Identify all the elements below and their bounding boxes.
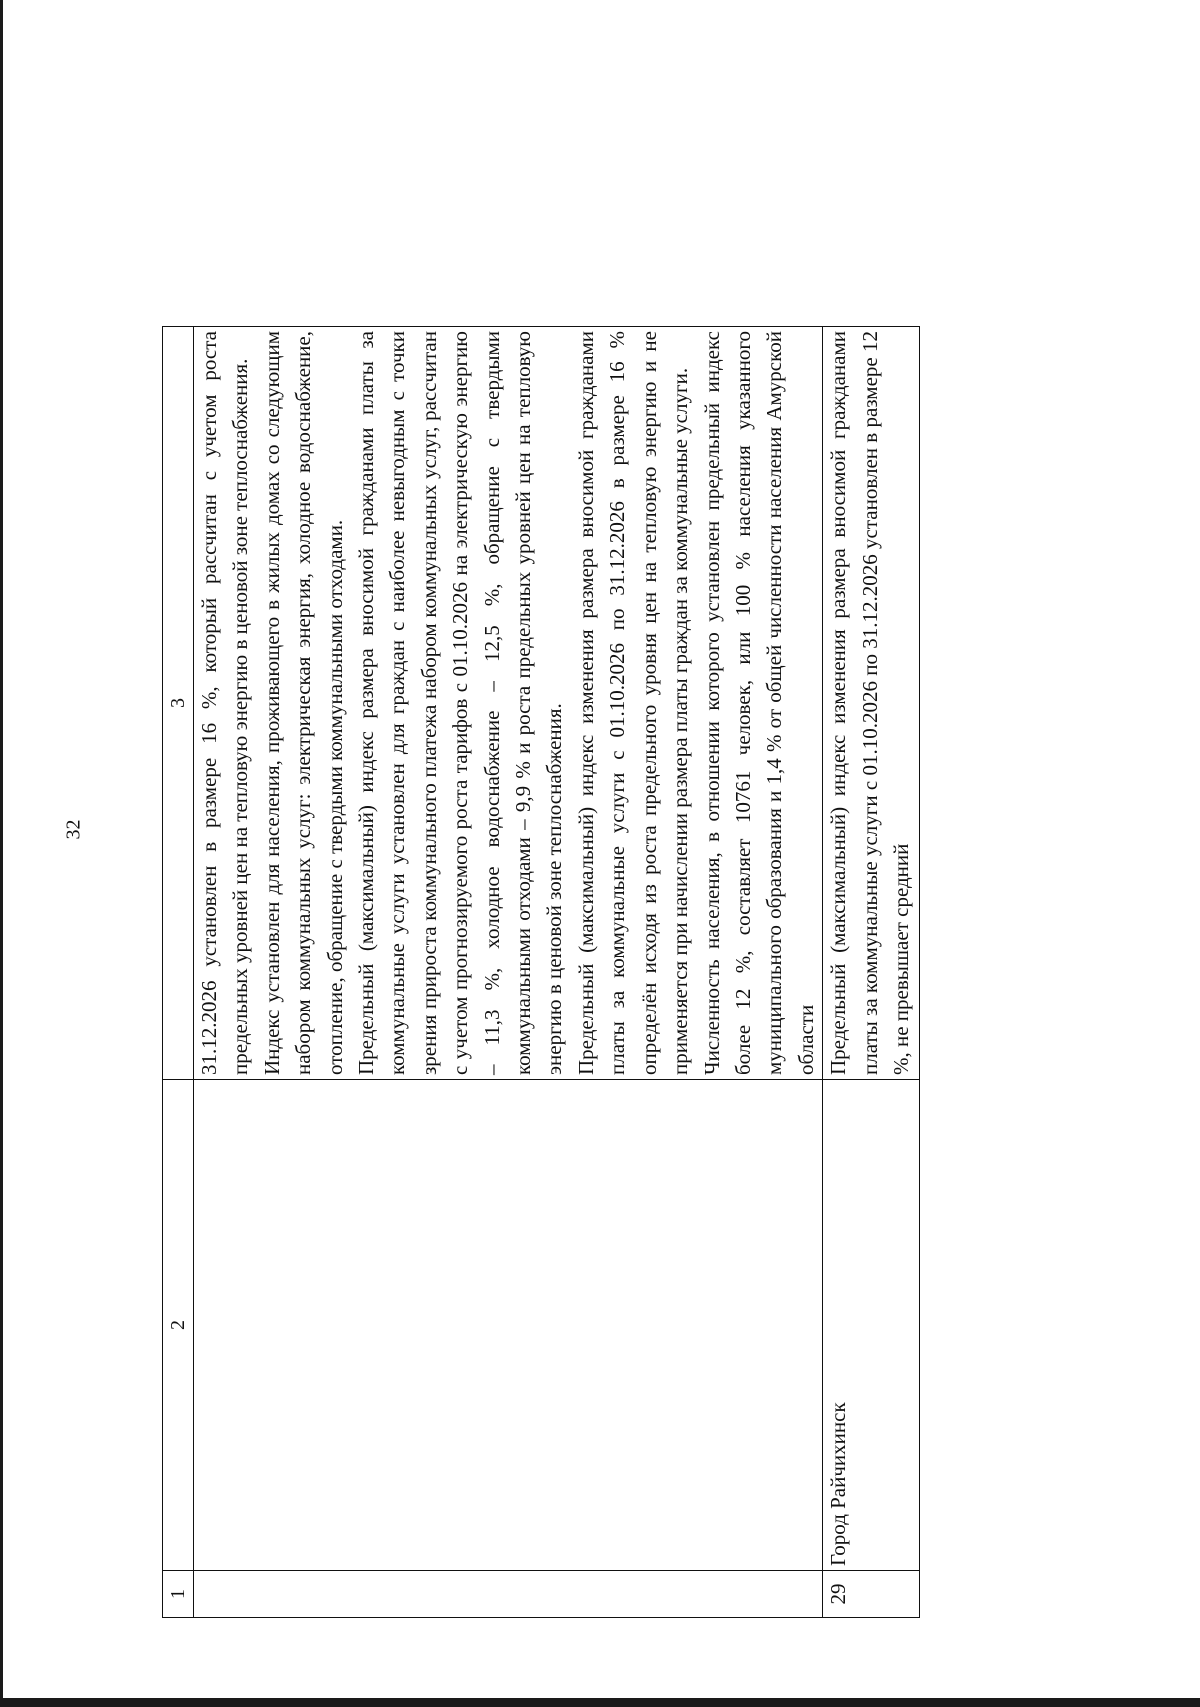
tariff-index-table [162,326,920,1618]
paragraph: Предельный (максимальный) индекс изменения размера вносимой гражданами платы за коммунальные услуги с 01.10.2026 по 31.12.2026 в размере 16 % определён исходя из роста предельного уровня цен на тепловую энергию и не применяется при начислении размера платы граждан за коммунальные услуги. [573,331,693,1075]
table-row [194,327,823,1618]
table-header-row [163,327,194,1618]
municipality-cell [194,1080,823,1571]
row-number-cell [194,1571,823,1618]
header-cell-2: 2 [163,1080,194,1571]
page-number: 32 [62,819,85,840]
header-cell-1: 1 [163,1571,194,1618]
scan-bottom-border [0,1698,1200,1707]
description-cell [194,327,823,1080]
scan-left-border [0,0,3,1707]
municipality-cell: Город Райчихинск [823,1080,920,1571]
description-cell [823,327,920,1080]
paragraph: Численность населения, в отношении которого установлен предельный индекс более 12 %, составляет 10761 человек, или 100 % населения указанного муниципального образования и 1,4 % от общей численности населения Амурской области [699,331,818,1075]
paragraph: Предельный (максимальный) индекс изменения размера вносимой гражданами платы за коммунальные услуги с 01.10.2026 по 31.12.2026 установлен в размере 12 %, не превышает средний [826,331,913,1075]
paragraph: Индекс установлен для населения, проживающего в жилых домах со следующим набором коммунальных услуг: электрическая энергия, холодное водоснабжение, отопление, обращение с твердыми коммунальными отходами. [259,331,347,1075]
row-number-cell: 29 [823,1571,920,1618]
rotated-table-wrapper [162,330,1062,1618]
header-cell-3: 3 [163,327,194,1080]
table-row [823,327,920,1618]
paragraph: 31.12.2026 установлен в размере 16 %, который рассчитан с учетом роста предельных уровней цен на тепловую энергию в ценовой зоне теплоснабжения. [197,331,253,1075]
paragraph: Предельный (максимальный) индекс размера вносимой гражданами платы за коммунальные услуги установлен для граждан с наиболее невыгодным с точки зрения прироста коммунального платежа набором коммунальных услуг, рассчитан с учетом прогнозируемого роста тарифов с 01.10.2026 на электрическую энергию – 11,3 %, холодное водоснабжение – 12,5 %, обращение с твердыми коммунальными отходами – 9,9 % и роста предельных уровней цен на тепловую энергию в ценовой зоне теплоснабжения. [354,331,567,1075]
